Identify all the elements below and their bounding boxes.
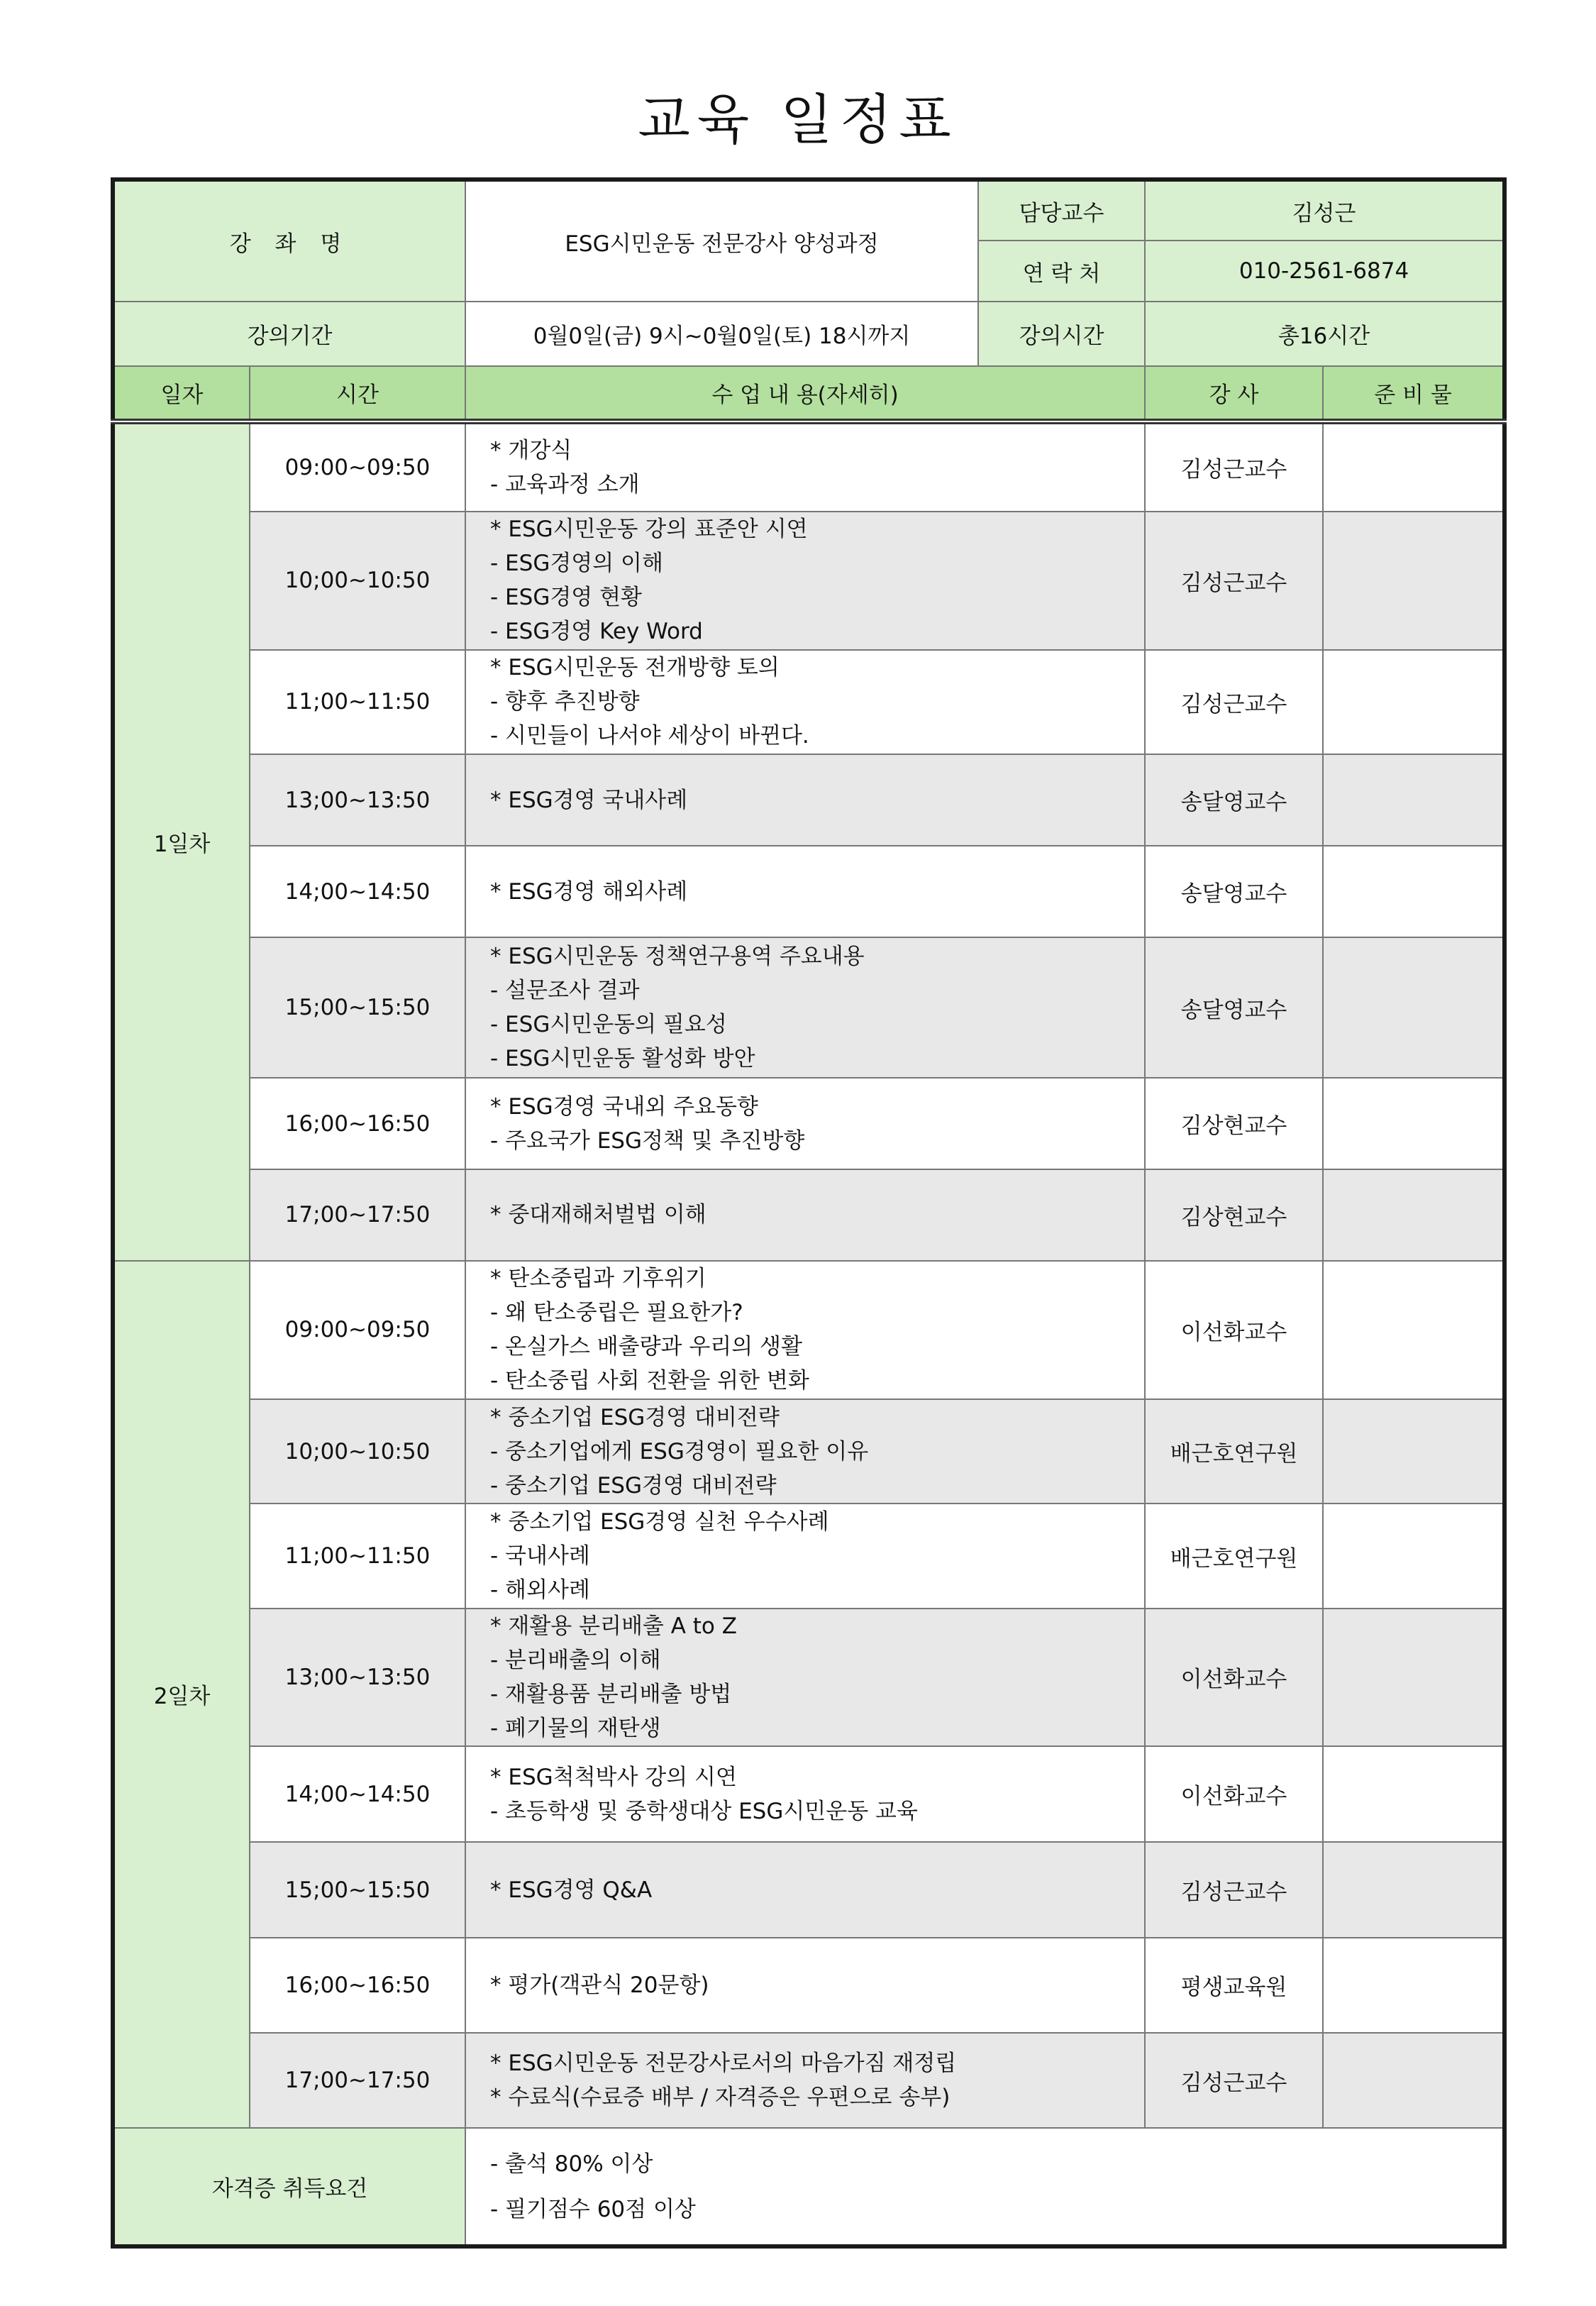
session-time: 13;00~13:50	[250, 1609, 465, 1746]
content-line: * ESG경영 국내외 주요동향	[490, 1093, 758, 1120]
content-line: * 수료식(수료증 배부 / 자격증은 우편으로 송부)	[490, 2085, 951, 2111]
session-content	[465, 650, 1145, 754]
content-line: - 왜 탄소중립은 필요한가?	[490, 1300, 743, 1326]
content-line: - 폐기물의 재탄생	[490, 1715, 661, 1741]
session-time: 09:00~09:50	[250, 1261, 465, 1399]
header-content: 수 업 내 용(자세히)	[465, 366, 1145, 421]
table-row	[113, 1169, 1504, 1260]
session-materials	[1323, 421, 1504, 512]
header-instructor: 강 사	[1145, 366, 1323, 421]
session-instructor: 김상현교수	[1145, 1078, 1323, 1169]
session-materials	[1323, 846, 1504, 937]
content-line: - 초등학생 및 중학생대상 ESG시민운동 교육	[490, 1798, 918, 1824]
content-line: * 재활용 분리배출 A to Z	[490, 1613, 737, 1639]
session-content	[465, 1609, 1145, 1746]
content-line: * ESG경영 국내사례	[490, 787, 688, 813]
content-line: * ESG시민운동 정책연구용역 주요내용	[490, 944, 865, 970]
content-line: - 온실가스 배출량과 우리의 생활	[490, 1334, 802, 1360]
requirements-row	[113, 2128, 1504, 2246]
table-row	[113, 2033, 1504, 2128]
session-instructor: 김성근교수	[1145, 650, 1323, 754]
session-time: 10;00~10:50	[250, 1399, 465, 1504]
session-instructor: 송달영교수	[1145, 754, 1323, 846]
requirement-item: - 필기점수 60점 이상	[490, 2196, 696, 2222]
content-line: - ESG경영 Key Word	[490, 619, 703, 645]
session-time: 13;00~13:50	[250, 754, 465, 846]
table-row	[113, 937, 1504, 1077]
session-materials	[1323, 1399, 1504, 1504]
session-time: 17;00~17:50	[250, 2033, 465, 2128]
session-time: 16;00~16:50	[250, 1938, 465, 2033]
table-row	[113, 1746, 1504, 1842]
session-time: 11;00~11:50	[250, 650, 465, 754]
session-instructor: 이선화교수	[1145, 1261, 1323, 1399]
session-time: 14;00~14:50	[250, 1746, 465, 1842]
session-time: 09:00~09:50	[250, 421, 465, 512]
content-line: * ESG시민운동 강의 표준안 시연	[490, 517, 808, 543]
content-line: - 시민들이 나서야 세상이 바뀐다.	[490, 723, 809, 749]
session-instructor: 송달영교수	[1145, 937, 1323, 1077]
table-row	[113, 846, 1504, 937]
content-line: - 분리배출의 이해	[490, 1647, 661, 1673]
session-materials	[1323, 754, 1504, 846]
table-row	[113, 1938, 1504, 2033]
session-content	[465, 754, 1145, 846]
content-line: - 중소기업에게 ESG경영이 필요한 이유	[490, 1438, 869, 1464]
table-row	[113, 1261, 1504, 1399]
session-materials	[1323, 1609, 1504, 1746]
session-time: 10;00~10:50	[250, 512, 465, 649]
content-line: * ESG시민운동 전개방향 토의	[490, 655, 780, 681]
session-instructor: 평생교육원	[1145, 1938, 1323, 2033]
table-row	[113, 1842, 1504, 1937]
session-materials	[1323, 1938, 1504, 2033]
header-day: 일자	[113, 366, 250, 421]
session-time: 17;00~17:50	[250, 1169, 465, 1260]
session-time: 11;00~11:50	[250, 1504, 465, 1608]
session-instructor: 김상현교수	[1145, 1169, 1323, 1260]
content-line: * ESG시민운동 전문강사로서의 마음가짐 재정립	[490, 2051, 957, 2077]
content-line: - ESG경영의 이해	[490, 551, 663, 577]
session-materials	[1323, 2033, 1504, 2128]
content-line: - 설문조사 결과	[490, 978, 640, 1004]
session-content	[465, 512, 1145, 649]
session-content	[465, 937, 1145, 1077]
session-instructor: 송달영교수	[1145, 846, 1323, 937]
content-line: * 중소기업 ESG경영 실천 우수사례	[490, 1509, 829, 1535]
content-line: - ESG경영 현황	[490, 585, 642, 611]
table-row	[113, 1504, 1504, 1608]
session-content	[465, 1746, 1145, 1842]
session-instructor: 김성근교수	[1145, 2033, 1323, 2128]
session-time: 14;00~14:50	[250, 846, 465, 937]
contact-label: 연 락 처	[978, 241, 1145, 302]
header-time: 시간	[250, 366, 465, 421]
session-materials	[1323, 650, 1504, 754]
professor-value: 김성근	[1145, 180, 1504, 241]
content-line: - 주요국가 ESG정책 및 추진방향	[490, 1127, 805, 1154]
session-materials	[1323, 1842, 1504, 1937]
session-instructor: 배근호연구원	[1145, 1399, 1323, 1504]
table-row	[113, 650, 1504, 754]
content-line: - ESG시민운동 활성화 방안	[490, 1046, 755, 1072]
session-instructor: 이선화교수	[1145, 1746, 1323, 1842]
hours-value: 총16시간	[1145, 302, 1504, 365]
session-instructor: 김성근교수	[1145, 512, 1323, 649]
session-content	[465, 1504, 1145, 1608]
content-line: - 해외사례	[490, 1577, 590, 1604]
session-content	[465, 1169, 1145, 1260]
day-label: 2일차	[113, 1261, 250, 2129]
content-line: - ESG시민운동의 필요성	[490, 1012, 727, 1038]
content-line: - 재활용품 분리배출 방법	[490, 1681, 732, 1707]
session-materials	[1323, 1504, 1504, 1608]
requirement-item: - 출석 80% 이상	[490, 2151, 653, 2177]
session-instructor: 이선화교수	[1145, 1609, 1323, 1746]
content-line: * 평가(객관식 20문항)	[490, 1972, 709, 1998]
content-line: * 중대재해처벌법 이해	[490, 1202, 706, 1228]
session-content	[465, 421, 1145, 512]
content-line: - 국내사례	[490, 1543, 590, 1569]
session-content	[465, 1938, 1145, 2033]
period-label: 강의기간	[113, 302, 465, 365]
session-time: 15;00~15:50	[250, 937, 465, 1077]
session-content	[465, 846, 1145, 937]
page-title: 교육 일정표	[638, 88, 958, 151]
content-line: - 중소기업 ESG경영 대비전략	[490, 1472, 777, 1499]
content-line: * ESG경영 Q&A	[490, 1877, 653, 1903]
session-instructor: 김성근교수	[1145, 421, 1323, 512]
session-time: 15;00~15:50	[250, 1842, 465, 1937]
session-materials	[1323, 937, 1504, 1077]
session-materials	[1323, 1169, 1504, 1260]
content-line: * ESG경영 해외사례	[490, 878, 688, 905]
session-time: 16;00~16:50	[250, 1078, 465, 1169]
session-content	[465, 1261, 1145, 1399]
session-instructor: 김성근교수	[1145, 1842, 1323, 1937]
content-line: * ESG척척박사 강의 시연	[490, 1764, 737, 1790]
content-line: * 개강식	[490, 437, 572, 463]
table-row	[113, 754, 1504, 846]
professor-label: 담당교수	[978, 180, 1145, 241]
session-content	[465, 2033, 1145, 2128]
content-line: * 탄소중립과 기후위기	[490, 1266, 706, 1292]
session-instructor: 배근호연구원	[1145, 1504, 1323, 1608]
content-line: * 중소기업 ESG경영 대비전략	[490, 1404, 780, 1430]
header-materials: 준 비 물	[1323, 366, 1504, 421]
session-materials	[1323, 1078, 1504, 1169]
table-row	[113, 1399, 1504, 1504]
table-row	[113, 421, 1504, 512]
requirements-label: 자격증 취득요건	[113, 2128, 465, 2246]
session-materials	[1323, 512, 1504, 649]
hours-label: 강의시간	[978, 302, 1145, 365]
period-value: 0월0일(금) 9시~0월0일(토) 18시까지	[465, 302, 978, 365]
schedule-table	[111, 177, 1507, 2249]
content-line: - 향후 추진방향	[490, 689, 640, 715]
session-content	[465, 1399, 1145, 1504]
session-materials	[1323, 1746, 1504, 1842]
content-line: - 교육과정 소개	[490, 471, 640, 497]
course-label: 강 좌 명	[113, 180, 465, 302]
session-materials	[1323, 1261, 1504, 1399]
session-content	[465, 1078, 1145, 1169]
requirements-list	[465, 2128, 1504, 2246]
table-row	[113, 1609, 1504, 1746]
content-line: - 탄소중립 사회 전환을 위한 변화	[490, 1368, 809, 1394]
table-row	[113, 512, 1504, 649]
table-row	[113, 1078, 1504, 1169]
session-content	[465, 1842, 1145, 1937]
course-value: ESG시민운동 전문강사 양성과정	[465, 180, 978, 302]
contact-value: 010-2561-6874	[1145, 241, 1504, 302]
day-label: 1일차	[113, 421, 250, 1261]
